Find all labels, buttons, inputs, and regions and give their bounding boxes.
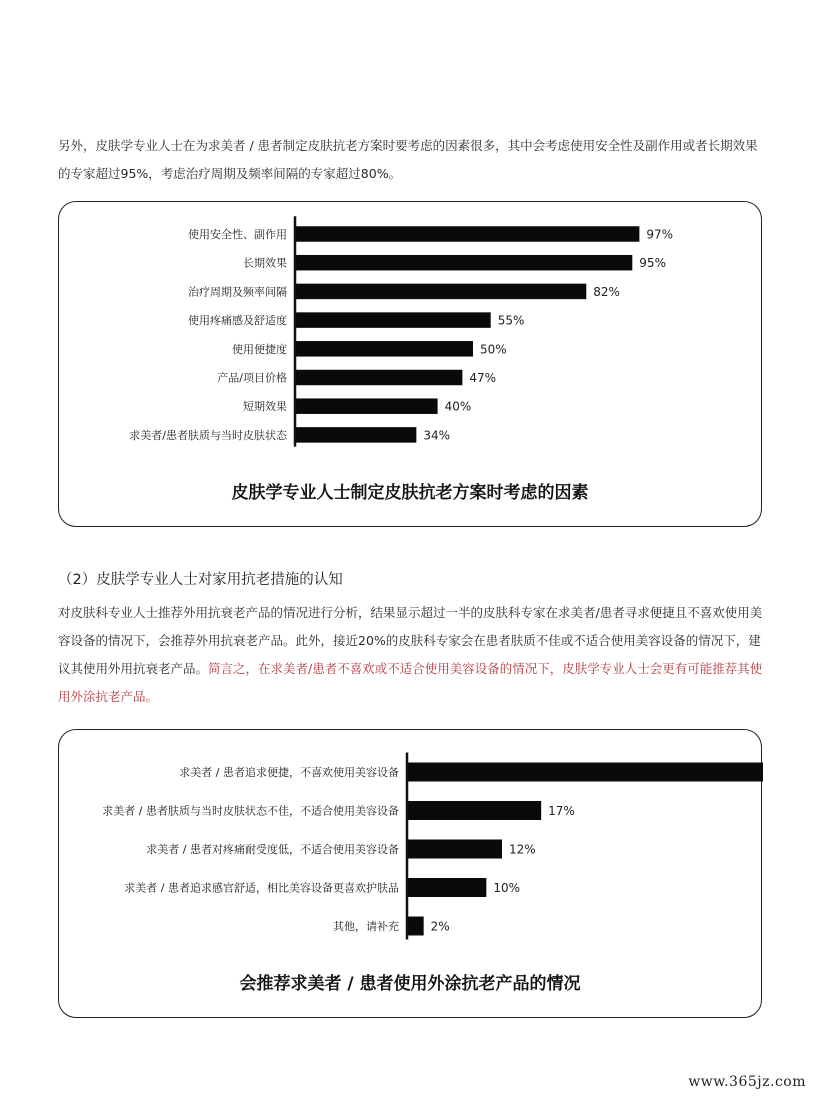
chart-1-category-label: 使用疼痛感及舒适度 [188,314,287,328]
chart-1-value-label: 47% [469,371,497,385]
chart-2-bar [408,763,763,782]
chart-1-bar [296,226,639,242]
factors-chart-title: 皮肤学专业人士制定皮肤抗老方案时考虑的因素 [231,483,589,503]
chart-2-category-label: 求美者 / 患者对疼痛耐受度低，不适合使用美容设备 [146,843,399,856]
body-paragraph [58,599,770,711]
chart-2-bar [408,840,502,859]
chart-1-category-label: 使用便捷度 [232,342,287,356]
chart-2-category-label: 其他，请补充 [333,920,399,933]
chart-2-category-label: 求美者 / 患者肤质与当时皮肤状态不佳，不适合使用美容设备 [102,804,399,818]
recommendation-chart-plot [59,730,763,960]
chart-2-category-label: 求美者 / 患者追求便捷，不喜欢使用美容设备 [179,766,399,779]
chart-1-bar [296,341,473,357]
recommendation-chart [58,729,762,1018]
chart-1-bar [296,255,632,271]
chart-1-value-label: 55% [497,313,525,328]
chart-1-bar [296,284,586,300]
chart-2-value-label: 2% [430,919,450,934]
chart-1-value-label: 34% [423,428,451,443]
chart-1-bar [296,312,491,328]
chart-1-category-label: 长期效果 [243,256,287,270]
body-paragraph-highlight: 简言之，在求美者/患者不喜欢或不适合使用美容设备的情况下，皮肤学专业人士会更有可能推荐其使用外涂抗老产品。 [58,661,763,704]
chart-1-category-label: 使用安全性、副作用 [188,228,287,241]
chart-1-value-label: 82% [593,284,620,299]
factors-chart [58,201,762,527]
chart-1-category-label: 短期效果 [243,400,287,414]
chart-2-category-label: 求美者 / 患者追求感官舒适，相比美容设备更喜欢护肤品 [124,881,399,895]
chart-2-value-label: 10% [493,881,521,895]
section-heading: （2）皮肤学专业人士对家用抗老措施的认知 [58,572,343,588]
chart-1-value-label: 50% [480,342,507,357]
chart-2-bar [408,878,486,897]
chart-2-bar [408,917,424,936]
body-paragraph-text: 对皮肤科专业人士推荐外用抗衰老产品的情况进行分析，结果显示超过一半的皮肤科专家在求美者/患者寻求便捷且不喜欢使用美容设备的情况下，会推荐外用抗衰老产品。此外，接近20%的皮肤科专家会在患者肤质不佳或不适合使用美容设备的情况下，建议其使用外用抗衰老产品。 [58,605,763,676]
recommendation-chart-title: 会推荐求美者 / 患者使用外涂抗老产品的情况 [239,974,581,994]
chart-1-category-label: 产品/项目价格 [217,371,287,385]
chart-1-value-label: 97% [646,227,674,242]
watermark: www.365jz.com [688,1074,806,1090]
intro-paragraph: 另外，皮肤学专业人士在为求美者 / 患者制定皮肤抗老方案时要考虑的因素很多，其中会考虑使用安全性及副作用或者长期效果的专家超过95%，考虑治疗周期及频率间隔的专家超过80%。 [58,138,758,181]
chart-1-category-label: 求美者/患者肤质与当时皮肤状态 [129,428,287,442]
chart-2-bar [408,801,541,820]
chart-2-value-label: 17% [548,804,575,818]
chart-1-value-label: 95% [639,256,666,271]
chart-2-value-label: 12% [509,842,536,857]
chart-1-category-label: 治疗周期及频率间隔 [188,285,287,299]
chart-1-bar [296,427,416,443]
chart-1-bar [296,398,438,414]
chart-1-value-label: 40% [444,399,472,414]
chart-1-bar [296,370,462,386]
factors-chart-plot [59,202,763,472]
